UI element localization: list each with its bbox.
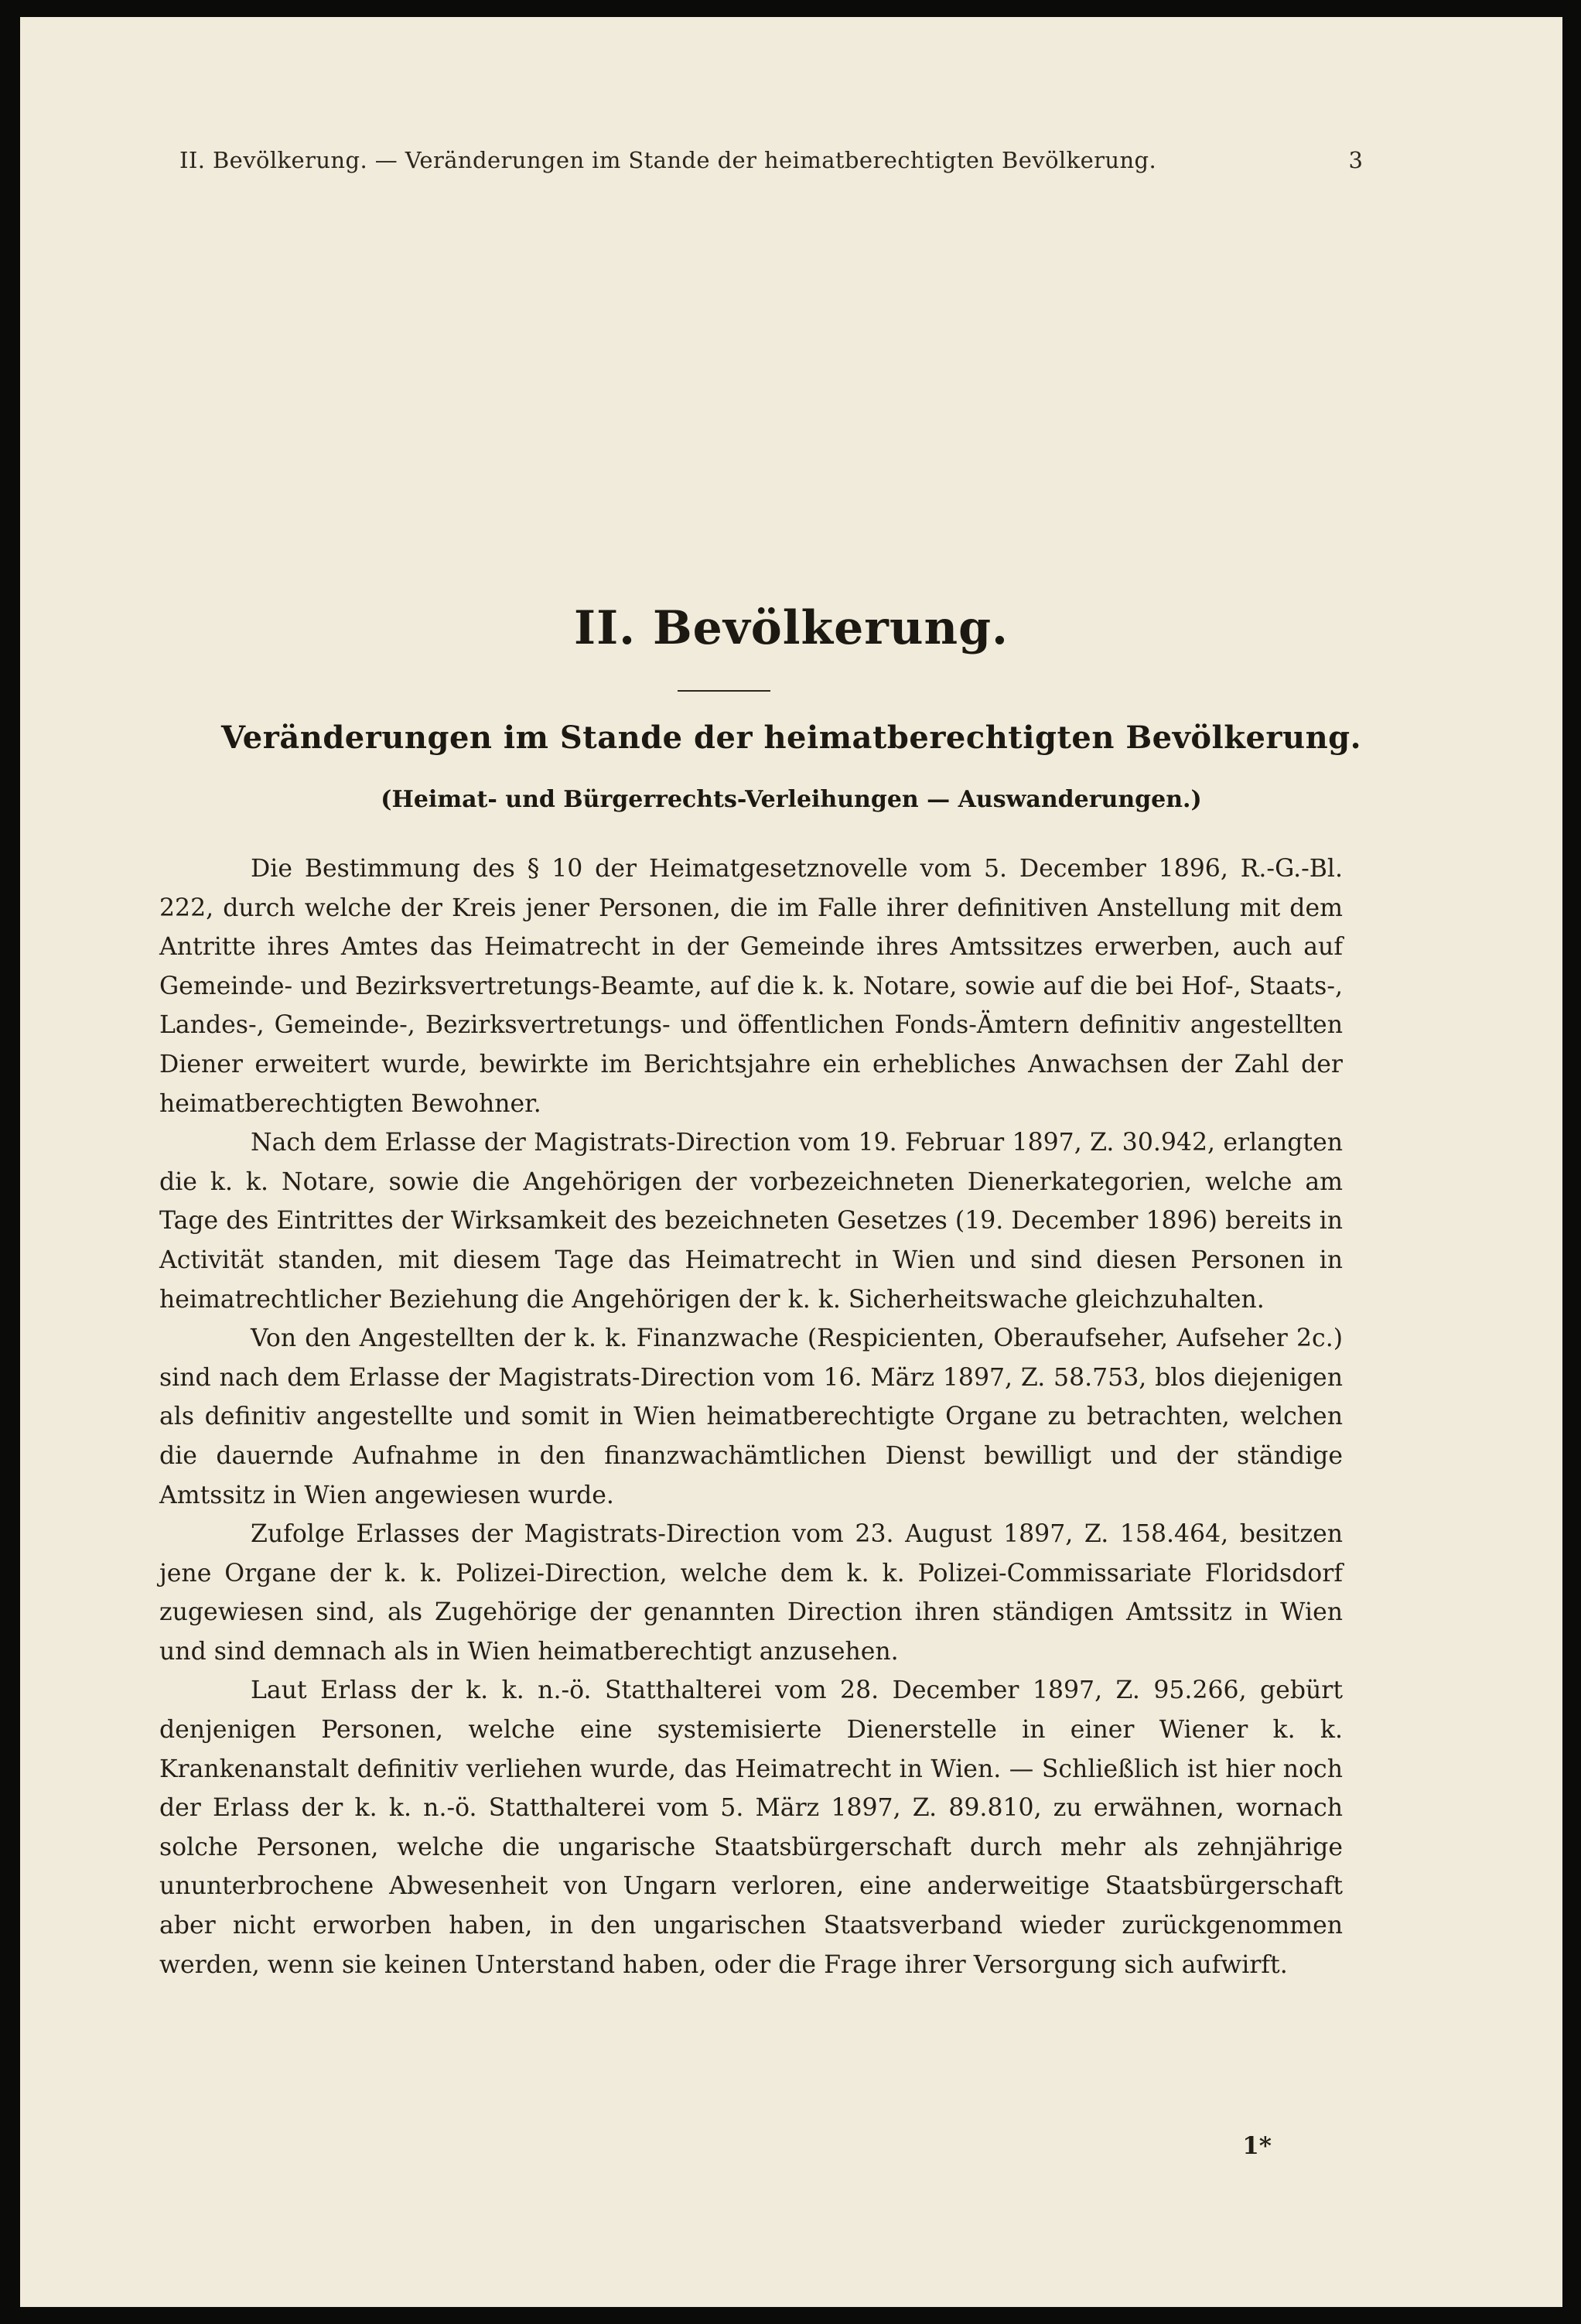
paragraph-1: Die Bestimmung des § 10 der Heimatgesetznovelle vom 5. December 1896, R.-G.-Bl. 222, durch welche der Kreis jener Personen, die im Falle ihrer definitiven Anstellung mit dem Antritte ihres Amtes das Heimatrecht in der Gemeinde ihres Amtssitzes erwerben, auch auf Gemeinde- und Bezirksvertretungs-Beamte, auf die k. k. Notare, sowie auf die bei Hof-, Staats-, Landes-, Gemeinde-, Bezirksvertretungs- und öffentlichen Fonds-Ämtern definitiv angestellten Diener erweitert wurde, bewirkte im Berichtsjahre ein erhebliches Anwachsen der Zahl der heimatberechtigten Bewohner. — [159, 855, 1343, 1118]
paragraph-2: Nach dem Erlasse der Magistrats-Direction vom 19. Februar 1897, Z. 30.942, erlangten die k. k. Notare, sowie die Angehörigen der vorbezeichneten Dienerkategorien, welche am Tage des Eintrittes der Wirksamkeit des bezeichneten Gesetzes (19. December 1896) bereits in Activität standen, mit diesem Tage das Heimatrecht in Wien und sind diesen Personen in heimatrechtlicher Beziehung die Angehörigen der k. k. Sicherheitswache gleichzuhalten. — [159, 1129, 1343, 1314]
paragraph-5: Laut Erlass der k. k. n.-ö. Statthalterei vom 28. December 1897, Z. 95.266, gebürt denjenigen Personen, welche eine systemisierte Dienerstelle in einer Wiener k. k. Krankenanstalt definitiv verliehen wurde, das Heimatrecht in Wien. — Schließlich ist hier noch der Erlass der k. k. n.-ö. Statthalterei vom 5. März 1897, Z. 89.810, zu erwähnen, wornach solche Personen, welche die ungarische Staatsbürgerschaft durch mehr als zehnjährige ununterbrochene Abwesenheit von Ungarn verloren, eine anderweitige Staatsbürgerschaft aber nicht erworben haben, in den ungarischen Staatsverband wieder zurückgenommen werden, wenn sie keinen Unterstand haben, oder die Frage ihrer Versorgung sich aufwirft. — [159, 1676, 1343, 1979]
running-head-text: II. Bevölkerung. — Veränderungen im Stande der heimatberechtigten Bevölkerung. — [179, 147, 1157, 173]
paragraph-3: Von den Angestellten der k. k. Finanzwache (Respicienten, Oberaufseher, Aufseher 2c.) sind nach dem Erlasse der Magistrats-Direction vom 16. März 1897, Z. 58.753, blos diejenigen als definitiv angestellte und somit in Wien heimatberechtigte Organe zu betrachten, welchen die dauernde Aufnahme in den finanzwachämtlichen Dienst bewilligt und der ständige Amtssitz in Wien angewiesen wurde. — [159, 1324, 1343, 1509]
document-page — [20, 17, 1562, 2307]
section-title: II. Bevölkerung. — [574, 601, 1009, 655]
title-rule — [678, 690, 770, 692]
body-text — [159, 849, 1343, 1984]
running-head — [179, 147, 1363, 193]
page-number: 3 — [1348, 147, 1363, 173]
section-subsubtitle: (Heimat- und Bürgerrechts-Verleihungen — Auswanderungen.) — [381, 786, 1202, 813]
section-subtitle: Veränderungen im Stande der heimatberechtigten Bevölkerung. — [220, 719, 1362, 756]
signature-mark: 1* — [1242, 2132, 1272, 2160]
paragraph-4: Zufolge Erlasses der Magistrats-Direction vom 23. August 1897, Z. 158.464, besitzen jene Organe der k. k. Polizei-Direction, welche dem k. k. Polizei-Commissariate Floridsdorf zugewiesen sind, als Zugehörige der genannten Direction ihren ständigen Amtssitz in Wien und sind demnach als in Wien heimatberechtigt anzusehen. — [159, 1520, 1343, 1666]
